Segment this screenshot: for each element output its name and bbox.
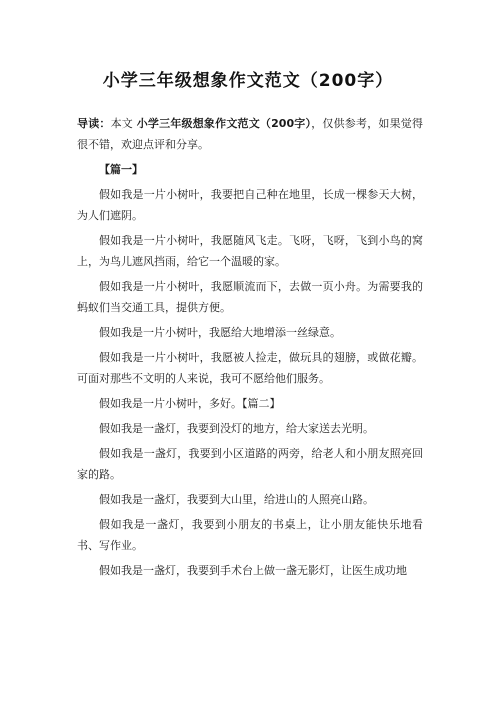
lead-post: ，仅供参考，如果觉得很不错，欢迎点评和分享。 (77, 117, 424, 151)
body-paragraph: 假如我是一盏灯，我要到手术台上做一盏无影灯，让医生成功地 (99, 564, 407, 577)
body-paragraph: 假如我是一盏灯，我要到大山里，给进山的人照亮山路。 (99, 493, 374, 506)
lead-label: 导读： (77, 117, 111, 130)
lead-pre: 本文 (110, 117, 137, 130)
body-paragraph: 假如我是一盏灯，我要到小朋友的书桌上，让小朋友能快乐地看书、写作业。 (77, 518, 423, 552)
body-paragraph: 假如我是一片小树叶，我愿被人捡走，做玩具的翅膀，或做花瓣。可面对那些不文明的人来说，我可不愿给他们服务。 (77, 351, 423, 385)
section-heading-1 (77, 159, 423, 180)
section-heading-label: 【篇一】 (99, 163, 143, 176)
body-paragraph: 假如我是一片小树叶，多好。【篇二】 (99, 397, 281, 410)
body-paragraph: 假如我是一片小树叶，我要把自己种在地里，长成一棵参天大树，为人们遮阴。 (77, 188, 423, 222)
lead-paragraph (77, 113, 423, 155)
lead-emphasis: 小学三年级想象作文范文（200字） (136, 117, 312, 130)
body-paragraph: 假如我是一盏灯，我要到小区道路的两旁，给老人和小朋友照亮回家的路。 (77, 447, 423, 481)
document-title: 小学三年级想象作文范文（200字） (102, 71, 394, 91)
document-body (77, 113, 423, 585)
body-paragraph: 假如我是一片小树叶，我愿顺流而下，去做一页小舟。为需要我的蚂蚁们当交通工具，提供方便。 (77, 280, 423, 314)
body-paragraph: 假如我是一盏灯，我要到没灯的地方，给大家送去光明。 (99, 422, 374, 435)
body-paragraph: 假如我是一片小树叶，我愿给大地增添一丝绿意。 (99, 326, 341, 339)
body-paragraph: 假如我是一片小树叶，我愿随风飞走。飞呀，飞呀，飞到小鸟的窝上，为鸟儿遮风挡雨，给它一个温暖的家。 (77, 234, 423, 268)
